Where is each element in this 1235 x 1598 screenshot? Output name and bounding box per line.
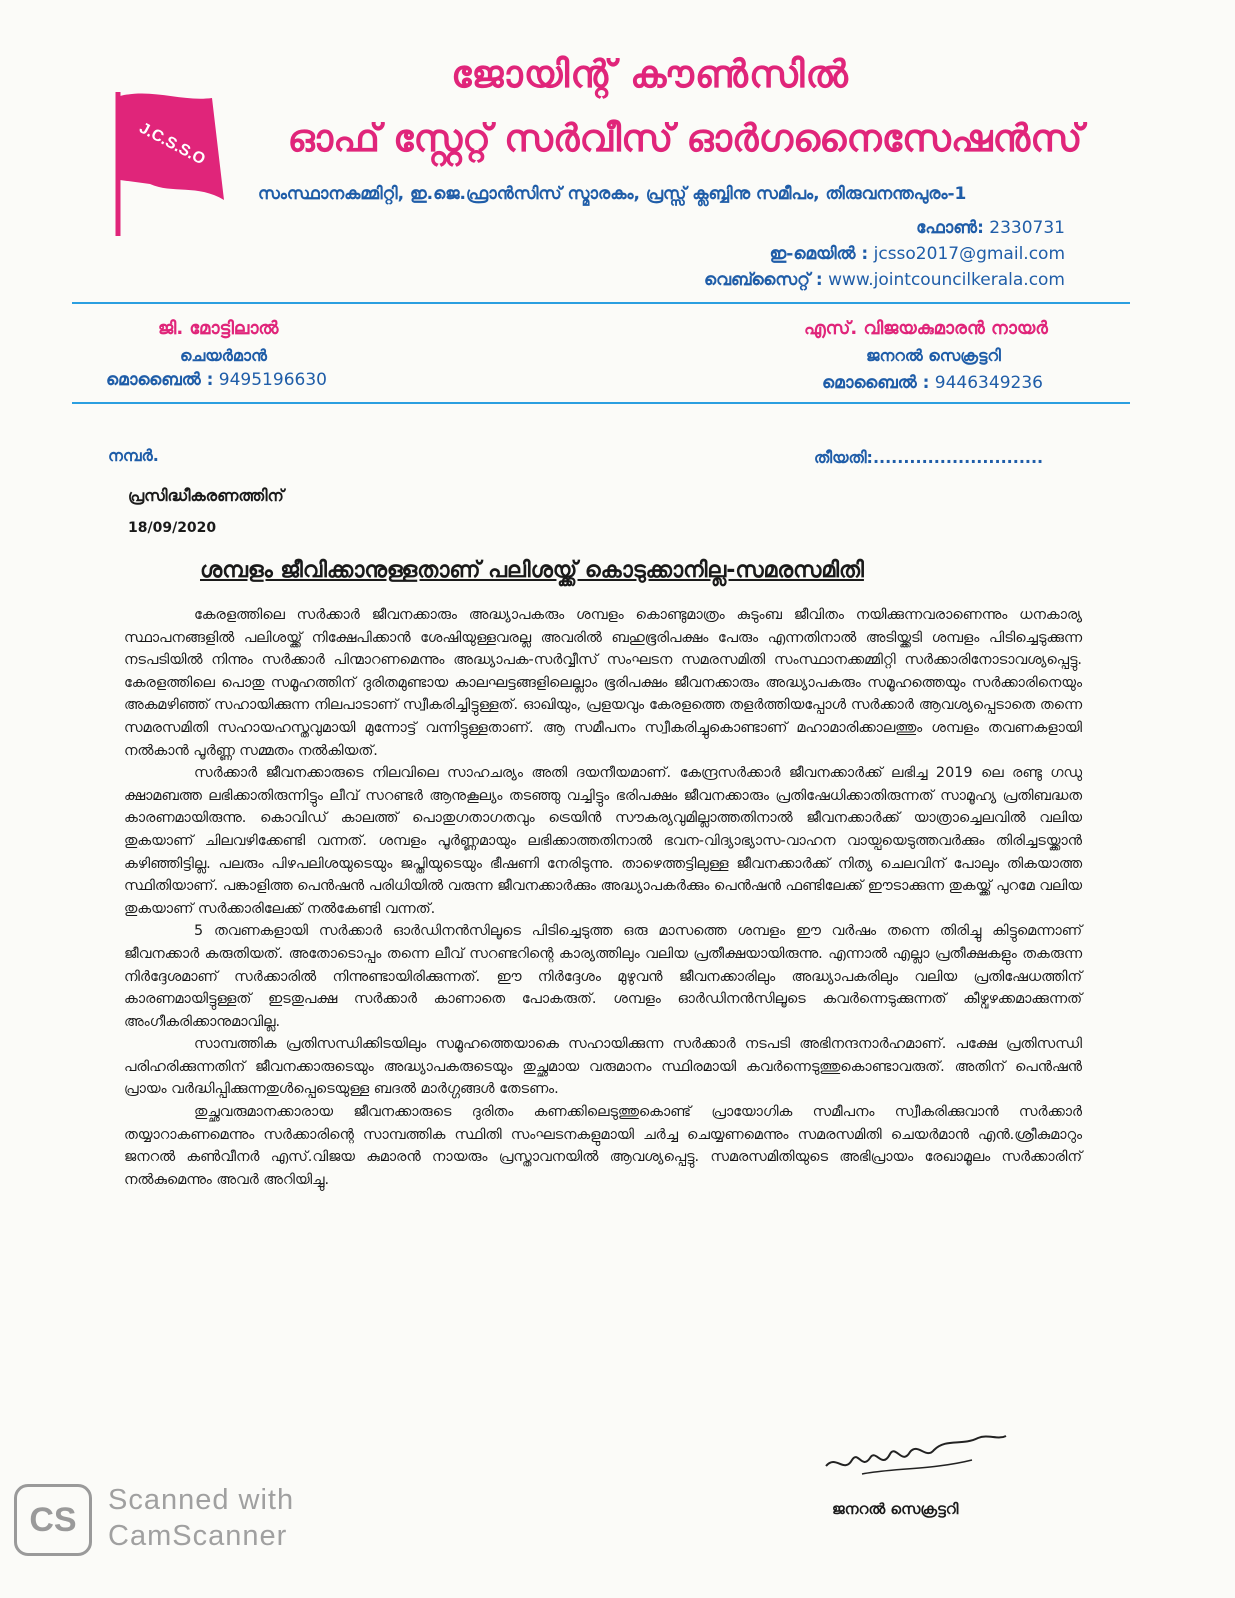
header-divider-bottom: [72, 402, 1130, 404]
website-label: വെബ്സൈറ്റ് :: [703, 270, 823, 290]
email-label: ഇ-മെയിൽ :: [769, 244, 869, 264]
release-note: പ്രസിദ്ധീകരണത്തിന്: [128, 486, 284, 505]
phone-number: 2330731: [989, 218, 1065, 238]
camscanner-logo: CS: [14, 1484, 92, 1556]
secretary-mobile-label: മൊബൈൽ :: [822, 373, 930, 393]
body-paragraph: 5 തവണകളായി സർക്കാർ ഓർഡിനൻസിലൂടെ പിടിച്ചെടുത്ത ഒരു മാസത്തെ ശമ്പളം ഈ വർഷം തന്നെ തിരിച്ചു കിട്ടുമെന്നാണ് ജീവനക്കാർ കരുതിയത്. അതോടൊപ്പം തന്നെ ലീവ് സറണ്ടറിന്റെ കാര്യത്തിലും വലിയ പ്രതീക്ഷയായിരുന്നു. എന്നാൽ എല്ലാ പ്രതീക്ഷകളും തകരുന്ന നിർദ്ദേശമാണ് സർക്കാരിൽ നിന്നുണ്ടായിരിക്കുന്നത്. ഈ നിർദ്ദേശം മുഴുവൻ ജീവനക്കാരിലും അദ്ധ്യാപകരിലും വലിയ പ്രതിഷേധത്തിന് കാരണമായിട്ടുള്ളത് ഇടതുപക്ഷ സർക്കാർ കാണാതെ പോകരുത്. ശമ്പളം ഓർഡിനൻസിലൂടെ കവർന്നെടുക്കുന്നത് കീഴ്വഴക്കമാക്കുന്നത് അംഗീകരിക്കാനുമാവില്ല.: [124, 923, 1082, 1030]
phone-label: ഫോൺ:: [916, 218, 984, 238]
secretary-role: ജനറൽ സെക്രട്ടറി: [866, 346, 1001, 365]
date-field-label: തീയതി:............................: [814, 448, 1044, 467]
reference-number-label: നമ്പർ.: [108, 446, 159, 465]
letter-body: [124, 604, 1082, 1191]
body-paragraph: കേരളത്തിലെ സർക്കാർ ജീവനക്കാരും അദ്ധ്യാപകരും ശമ്പളം കൊണ്ടുമാത്രം കുടുംബ ജീവിതം നയിക്കുന്നവരാണെന്നും ധനകാര്യ സ്ഥാപനങ്ങളിൽ പലിശയ്ക്ക് നിക്ഷേപിക്കാൻ ശേഷിയുള്ളവരല്ല അവരിൽ ബഹുഭൂരിപക്ഷം പേരും എന്നതിനാൽ അടിയ്ക്കടി ശമ്പളം പിടിച്ചെടുക്കുന്ന നടപടിയിൽ നിന്നും സർക്കാർ പിന്മാറണമെന്നും അദ്ധ്യാപക-സർവ്വീസ് സംഘടന സമരസമിതി സംസ്ഥാനക്കമ്മിറ്റി സർക്കാരിനോടാവശ്യപ്പെട്ടു. കേരളത്തിലെ പൊതു സമൂഹത്തിന് ദുരിതമുണ്ടായ കാലഘട്ടങ്ങളിലെല്ലാം ഭൂരിപക്ഷം ജീവനക്കാരും അദ്ധ്യാപകരും സമൂഹത്തെയും സർക്കാരിനെയും അകമഴിഞ്ഞ് സഹായിക്കുന്ന നിലപാടാണ് സ്വീകരിച്ചിട്ടുള്ളത്. ഓഖിയും, പ്രളയവും കേരളത്തെ തളർത്തിയപ്പോൾ സർക്കാർ ആവശ്യപ്പെടാതെ തന്നെ സമരസമിതി സഹായഹസ്തവുമായി മുന്നോട്ട് വന്നിട്ടുള്ളതാണ്. ആ സമീപനം സ്വീകരിച്ചുകൊണ്ടാണ് മഹാമാരിക്കാലത്തും ശമ്പളം തവണകളായി നൽകാൻ പൂർണ്ണ സമ്മതം നൽകിയത്.: [124, 607, 1082, 759]
body-paragraph: സാമ്പത്തിക പ്രതിസന്ധിക്കിടയിലും സമൂഹത്തെയാകെ സഹായിക്കുന്ന സർക്കാർ നടപടി അഭിനന്ദനാർഹമാണ്. പക്ഷേ പ്രതിസന്ധി പരിഹരിക്കുന്നതിന് ജീവനക്കാരുടെയും അദ്ധ്യാപകരുടെയും തുച്ഛമായ വരുമാനം സ്ഥിരമായി കവർന്നെടുത്തുകൊണ്ടാവരുത്. അതിന് പെൻഷൻ പ്രായം വർദ്ധിപ്പിക്കുന്നതുൾപ്പെടെയുള്ള ബദൽ മാർഗ്ഗങ്ങൾ തേടണം.: [124, 1036, 1082, 1098]
watermark-line2: CamScanner: [108, 1520, 288, 1552]
website-url: www.jointcouncilkerala.com: [828, 270, 1065, 290]
chairman-mobile: [106, 370, 327, 390]
email-line: [770, 244, 1065, 264]
press-release-headline: ശമ്പളം ജീവിക്കാനുള്ളതാണ് പലിശയ്ക്ക് കൊടുക്കാനില്ല-സമരസമിതി: [200, 558, 864, 583]
chairman-mobile-label: മൊബൈൽ :: [106, 370, 214, 390]
header-divider-top: [72, 302, 1130, 304]
flag-text: J.C.S.S.O: [136, 119, 208, 169]
chairman-name: ജി. മോട്ടിലാൽ: [158, 318, 279, 339]
chairman-role: ചെയർമാൻ: [180, 346, 267, 365]
website-line: [704, 270, 1065, 290]
chairman-mobile-number: 9495196630: [218, 370, 327, 390]
email-address: jcsso2017@gmail.com: [873, 244, 1065, 264]
handwritten-signature: [822, 1430, 1012, 1485]
secretary-name: എസ്. വിജയകുമാരൻ നായർ: [804, 318, 1048, 339]
secretary-mobile-number: 9446349236: [934, 373, 1043, 393]
signatory-title: ജനറൽ സെക്രട്ടറി: [832, 1500, 959, 1518]
organization-flag-logo: [112, 88, 232, 238]
organization-name-line1: ജോയിന്റ് കൗൺസിൽ: [451, 52, 849, 96]
organization-name-line2: ഓഫ് സ്റ്റേറ്റ് സർവീസ് ഓർഗനൈസേഷൻസ്: [287, 116, 1083, 160]
body-paragraph: സർക്കാർ ജീവനക്കാരുടെ നിലവിലെ സാഹചര്യം അതി ദയനീയമാണ്. കേന്ദ്രസർക്കാർ ജീവനക്കാർക്ക് ലഭിച്ച 2019 ലെ രണ്ടു ഗഡു ക്ഷാമബത്ത ലഭിക്കാതിരുന്നിട്ടും ലീവ് സറണ്ടർ ആനുകൂല്യം തടഞ്ഞു വച്ചിട്ടും ഭരിപക്ഷം ജീവനക്കാരും പ്രതിഷേധിക്കാതിരുന്നത് സാമൂഹ്യ പ്രതിബദ്ധത കാരണമായിരുന്നു. കൊവിഡ് കാലത്ത് പൊതുഗതാഗതവും ട്രെയിൻ സൗകര്യവുമില്ലാത്തതിനാൽ ജീവനക്കാർക്ക് യാത്രാച്ചെലവിൽ വലിയ തുകയാണ് ചിലവഴിക്കേണ്ടി വന്നത്. ശമ്പളം പൂർണ്ണമായും ലഭിക്കാത്തതിനാൽ ഭവന-വിദ്യാഭ്യാസ-വാഹന വായ്പയെടുത്തവർക്കും തിരിച്ചടയ്ക്കാൻ കഴിഞ്ഞിട്ടില്ല. പലരും പിഴപലിശയുടെയും ജപ്തിയുടെയും ഭീഷണി നേരിടുന്നു. താഴെത്തട്ടിലുള്ള ജീവനക്കാർക്ക് നിത്യ ചെലവിന് പോലും തികയാത്ത സ്ഥിതിയാണ്. പങ്കാളിത്ത പെൻഷൻ പരിധിയിൽ വരുന്ന ജീവനക്കാർക്കും അദ്ധ്യാപകർക്കും പെൻഷൻ ഫണ്ടിലേക്ക് ഈടാക്കുന്ന തുകയ്ക്ക് പുറമേ വലിയ തുകയാണ് സർക്കാരിലേക്ക് നൽകേണ്ടി വന്നത്.: [124, 765, 1082, 917]
camscanner-watermark: [108, 1482, 294, 1554]
watermark-line1: Scanned with: [108, 1484, 295, 1516]
phone-line: [916, 218, 1065, 238]
secretary-mobile: [822, 373, 1043, 393]
organization-address: സംസ്ഥാനകമ്മിറ്റി, ഇ.ജെ.ഫ്രാൻസിസ് സ്മാരകം, പ്രസ്സ് ക്ലബ്ബിനു സമീപം, തിരുവനന്തപുരം-1: [258, 184, 967, 204]
letter-date: 18/09/2020: [128, 520, 217, 536]
body-paragraph: തുച്ഛവരുമാനക്കാരായ ജീവനക്കാരുടെ ദുരിതം കണക്കിലെടുത്തുകൊണ്ട് പ്രായോഗിക സമീപനം സ്വീകരിക്കുവാൻ സർക്കാർ തയ്യാറാകണമെന്നും സർക്കാരിന്റെ സാമ്പത്തിക സ്ഥിതി സംഘടനകളുമായി ചർച്ച ചെയ്യണമെന്നും സമരസമിതി ചെയർമാൻ എൻ.ശ്രീകുമാറും ജനറൽ കൺവീനർ എസ്.വിജയ കുമാരൻ നായരും പ്രസ്താവനയിൽ ആവശ്യപ്പെട്ടു. സമരസമിതിയുടെ അഭിപ്രായം രേഖാമൂലം സർക്കാരിന് നൽകുമെന്നും അവർ അറിയിച്ചു.: [124, 1104, 1082, 1188]
